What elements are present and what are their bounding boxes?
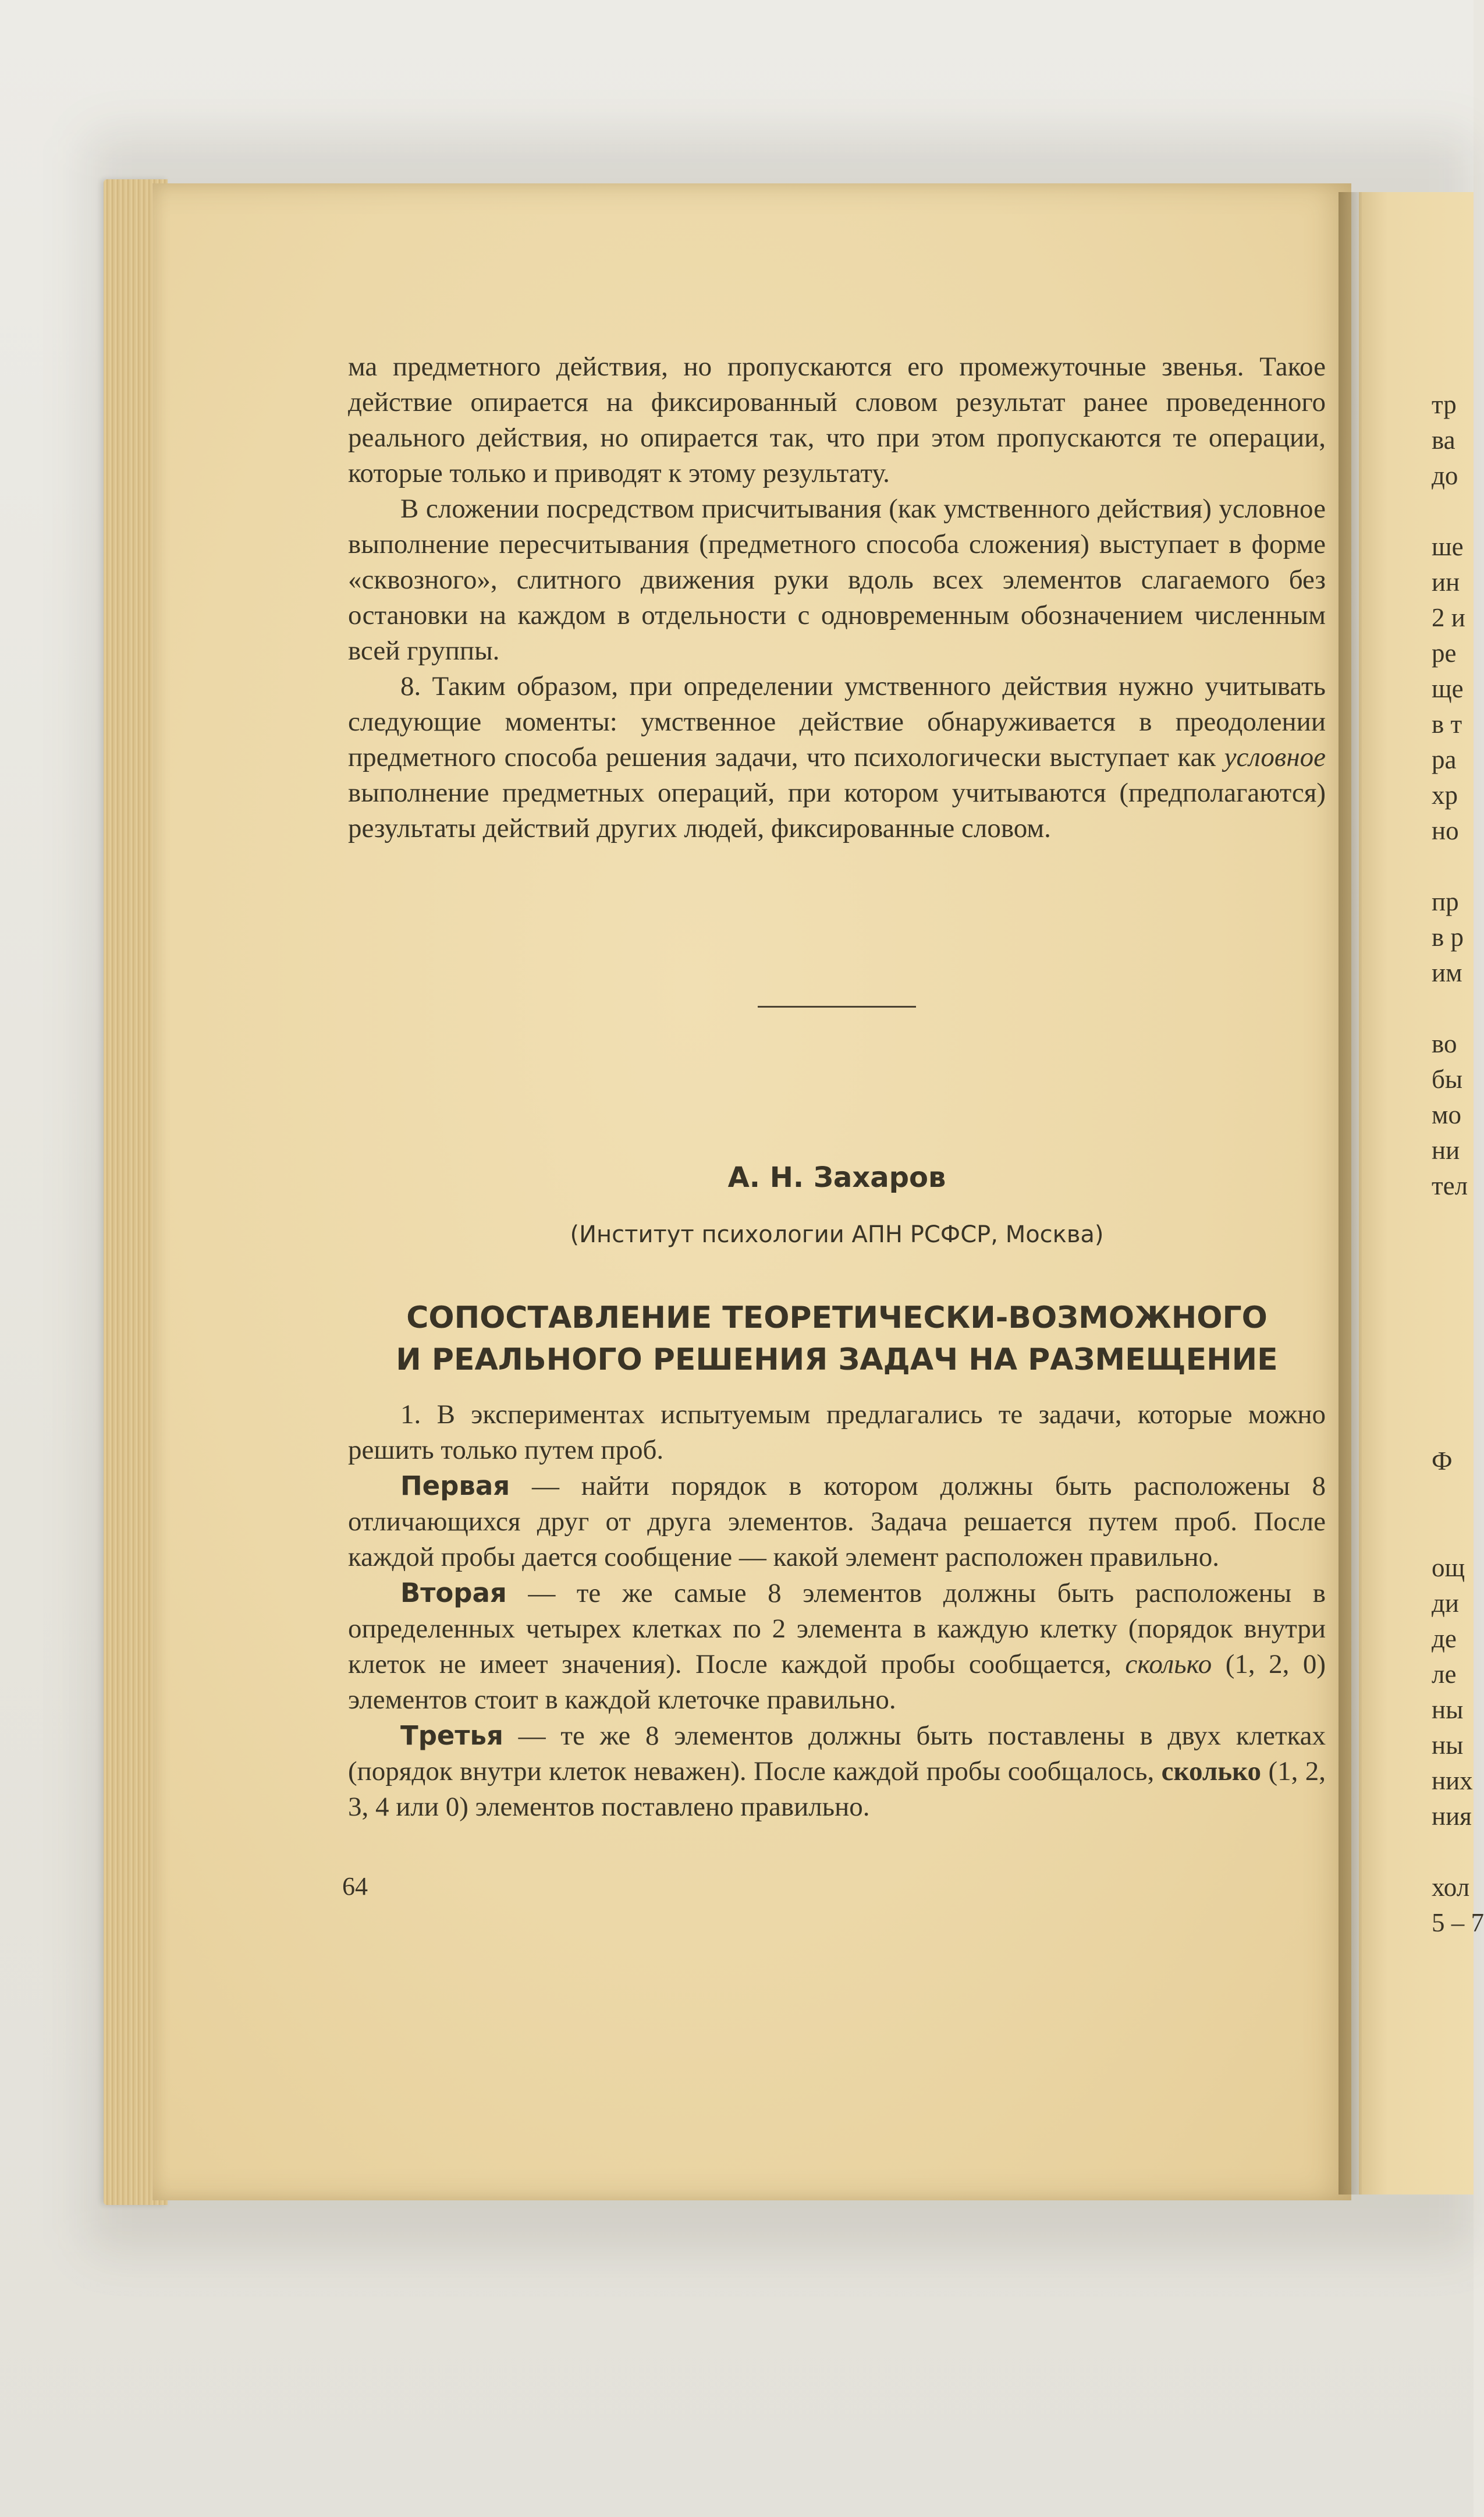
right-fragment-upper-13 [1432, 849, 1474, 884]
continued-paragraph-2: В сложении посредством присчитывания (как умственного действия) условное выполнение пересчитывания (предметного способа сложения) выступает в форме «сквозного», слитного движения руки вдоль всех элементов слагаемого без остановки на каждом в отдельности с одновременным обозначением численным всей группы. [348, 494, 1326, 666]
right-fragment-upper-14: пр [1432, 887, 1459, 916]
right-fragment-lower-9: них [1432, 1766, 1473, 1795]
continued-text [348, 349, 1326, 846]
right-fragment-upper-18: во [1432, 1029, 1457, 1058]
section-divider [758, 1006, 916, 1008]
article-paragraph-1: 1. В экспериментах испытуемым предлагались те задачи, которые можно решить только путем проб. [348, 1399, 1326, 1465]
paragraph-3-start: 8. Таким образом, при определении умственного действия нужно учитывать следующие моменты: умственное действие обнаруживается в преодолении предметного способа решения задачи, что психологически выступает как [348, 671, 1326, 772]
right-fragment-upper-8: ще [1432, 674, 1464, 703]
right-fragment-upper-2: до [1432, 461, 1458, 490]
right-fragment-lower-12: хол [1432, 1873, 1470, 1902]
right-fragment-upper-15: в р [1432, 923, 1464, 952]
right-fragment-upper-9: в т [1432, 710, 1462, 739]
article-body [348, 1397, 1326, 1825]
right-fragment-lower-6: ле [1432, 1660, 1457, 1689]
right-fragment-lower-0: Ф [1432, 1447, 1453, 1476]
third-label: Третья [400, 1720, 503, 1751]
first-text: — найти порядок в котором должны быть расположены 8 отличающихся друг от друга элементов. Задача решается путем проб. После каждой пробы дается сообщение — какой элемент расположен правильно. [348, 1471, 1326, 1572]
second-italic: сколько [1125, 1649, 1212, 1679]
right-fragment-lower-7: ны [1432, 1695, 1464, 1724]
article-paragraph-second [348, 1575, 1326, 1718]
third-bold: сколько [1161, 1756, 1262, 1786]
right-fragment-upper-21: ни [1432, 1136, 1460, 1165]
right-fragment-lower-8: ны [1432, 1731, 1464, 1760]
right-fragment-lower-13: 5 – 7 [1432, 1908, 1484, 1937]
article-affiliation: (Институт психологии АПН РСФСР, Москва) [570, 1221, 1104, 1248]
right-fragment-upper-10: ра [1432, 745, 1457, 774]
right-fragment-lower-2 [1432, 1515, 1474, 1550]
article-title-line-1: СОПОСТАВЛЕНИЕ ТЕОРЕТИЧЕСКИ-ВОЗМОЖНОГО [406, 1300, 1268, 1335]
article-title-line-2: И РЕАЛЬНОГО РЕШЕНИЯ ЗАДАЧ НА РАЗМЕЩЕНИЕ [396, 1342, 1278, 1377]
right-fragment-upper-0: тр [1432, 390, 1457, 419]
page-number: 64 [342, 1872, 368, 1901]
right-fragment-lower-5: де [1432, 1624, 1457, 1653]
right-page-fragments-upper [1432, 387, 1474, 1204]
article-author: А. Н. Захаров [727, 1161, 946, 1194]
first-label: Первая [400, 1470, 510, 1501]
paragraph-3-italic: условное [1224, 742, 1326, 772]
second-label: Вторая [400, 1577, 507, 1608]
right-fragment-upper-22: тел [1432, 1171, 1468, 1200]
right-fragment-upper-20: мо [1432, 1100, 1461, 1129]
right-fragment-upper-1: ва [1432, 426, 1455, 455]
right-fragment-upper-11: хр [1432, 781, 1458, 810]
third-text-end: (1, 2, 3, 4 или 0) элементов поставлено правильно. [348, 1756, 1326, 1822]
right-fragment-upper-5: ин [1432, 568, 1460, 597]
right-fragment-lower-1 [1432, 1479, 1474, 1515]
right-fragment-lower-10: ния [1432, 1802, 1472, 1831]
continued-paragraph-3 [348, 669, 1326, 846]
second-text-end: (1, 2, 0) элементов стоит в каждой клеточке правильно. [348, 1649, 1326, 1715]
right-fragment-lower-11 [1432, 1834, 1474, 1870]
second-text-start: — те же самые 8 элементов должны быть расположены в определенных четырех клетках по 2 элемента в каждую клетку (порядок внутри клеток не имеет значения). После каждой пробы сообщается, [348, 1578, 1326, 1679]
right-fragment-lower-4: ди [1432, 1589, 1459, 1618]
paragraph-3-end: выполнение предметных операций, при котором учитываются (предполагаются) результаты действий других людей, фиксированные словом. [348, 778, 1326, 843]
right-fragment-upper-12: но [1432, 816, 1459, 845]
right-fragment-upper-6: 2 и [1432, 603, 1465, 632]
right-fragment-lower-3: ощ [1432, 1553, 1465, 1582]
right-fragment-upper-17 [1432, 991, 1474, 1026]
article-paragraph-third [348, 1718, 1326, 1825]
book-gutter [1339, 192, 1362, 2195]
right-fragment-upper-7: ре [1432, 639, 1457, 668]
article-paragraph-first [348, 1468, 1326, 1575]
article-title [348, 1297, 1326, 1381]
right-fragment-upper-4: ше [1432, 532, 1464, 561]
right-fragment-upper-16: им [1432, 958, 1462, 987]
right-page-fragments-lower [1432, 1444, 1484, 1941]
right-fragment-upper-3 [1432, 494, 1474, 529]
third-text-start: — те же 8 элементов должны быть поставлены в двух клетках (порядок внутри клеток неважен). После каждой пробы сообщалось, [348, 1721, 1326, 1786]
right-fragment-upper-19: бы [1432, 1065, 1463, 1094]
continued-paragraph-1: ма предметного действия, но пропускаются его промежуточные звенья. Такое действие опирается на фиксированный словом результат ранее проведенного реального действия, но опирается так, что при этом пропускаются те операции, которые только и приводят к этому результату. [348, 352, 1326, 488]
